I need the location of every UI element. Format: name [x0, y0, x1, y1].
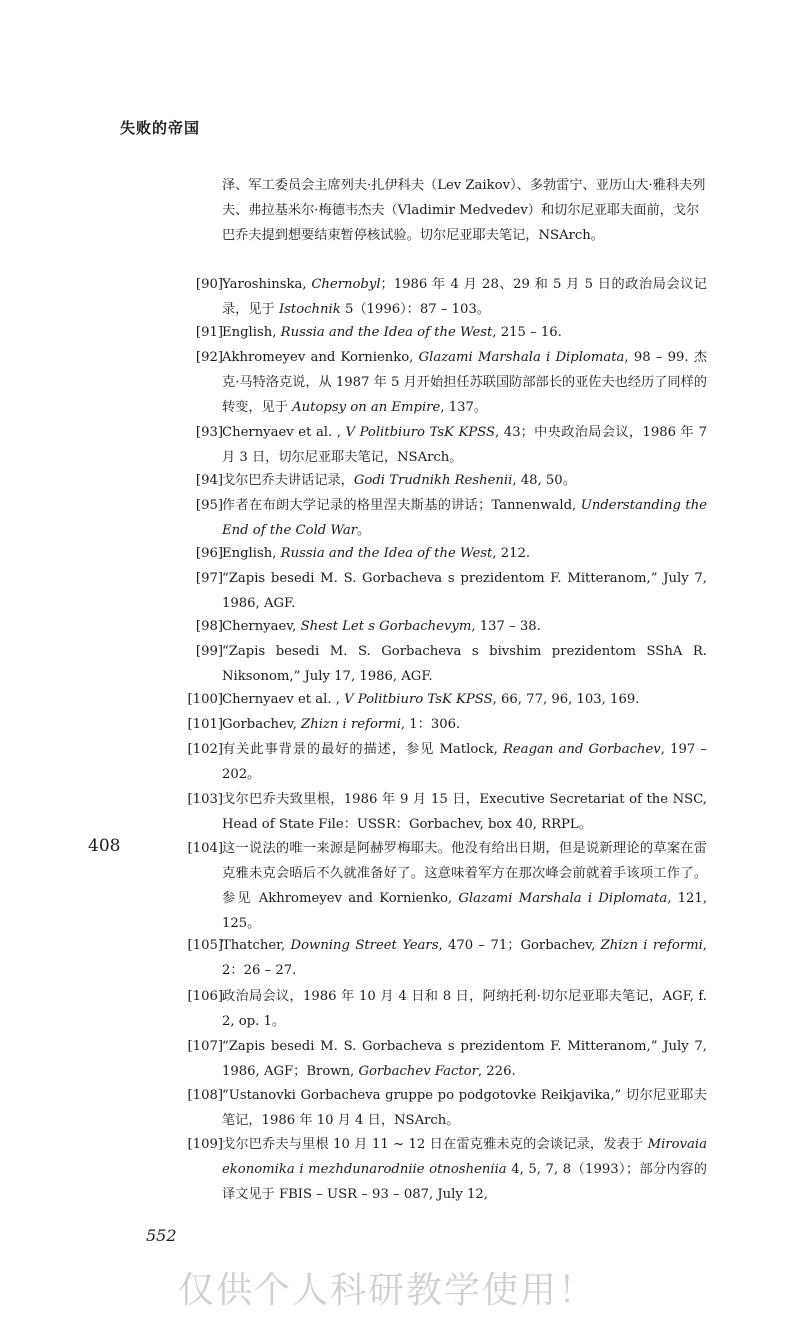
note-number: [104]: [187, 841, 223, 856]
note-number: [109]: [187, 1137, 223, 1152]
note-text: English, Russia and the Idea of the West, 212.: [222, 546, 531, 561]
page-number: 552: [146, 1226, 177, 1245]
note-number: [106]: [187, 989, 223, 1004]
note-number: [91]: [195, 325, 223, 340]
note-text: Yaroshinska, Chernobyl；1986 年 4 月 28、29 和 5 月 5 日的政治局会议记录，见于 Istochnik 5（1996）：87 – 103。: [222, 277, 707, 317]
note-text: 有关此事背景的最好的描述，参见 Matlock, Reagan and Gorbachev, 197 – 202。: [222, 742, 708, 782]
margin-page-number: 408: [88, 836, 121, 856]
note-number: [107]: [187, 1039, 223, 1054]
note-number: [95]: [195, 498, 223, 513]
note-text: 这一说法的唯一来源是阿赫罗梅耶夫。他没有给出日期，但是说新理论的草案在雷克雅未克会晤后不久就准备好了。这意味着军方在那次峰会前就着手该项工作了。参见 Akhromeyev and Kornienko, Glazami Marshala i Diplomata, 121, 125。: [222, 841, 708, 931]
note-text: “Zapis besedi M. S. Gorbacheva s prezidentom F. Mitteranom,” July 7, 1986, AGF.: [222, 571, 707, 611]
note-text: 戈尔巴乔夫与里根 10 月 11 ~ 12 日在雷克雅未克的会谈记录，发表于 Mirovaia ekonomika i mezhdunarodniie otnosheniia 4, 5, 7, 8（1993）；部分内容的译文见于 FBIS – USR – 93 – 087, July 12,: [222, 1137, 707, 1202]
note-text: “Zapis besedi M. S. Gorbacheva s prezidentom F. Mitteranom,” July 7, 1986, AGF；Brown, Gorbachev Factor, 226.: [222, 1039, 707, 1079]
running-header: 失败的帝国: [120, 119, 201, 137]
watermark: 仅供个人科研教学使用！: [178, 1270, 597, 1311]
note-text: Akhromeyev and Kornienko, Glazami Marshala i Diplomata, 98 – 99. 杰克·马特洛克说，从 1987 年 5 月开始担任苏联国防部部长的亚佐夫也经历了同样的转变，见于 Autopsy on an Empire, 137。: [222, 350, 708, 415]
note-text: 作者在布朗大学记录的格里涅夫斯基的讲话；Tannenwald, Understanding the End of the Cold War。: [222, 498, 707, 538]
note-text: Thatcher, Downing Street Years, 470 – 71；Gorbachev, Zhizn i reformi, 2：26 – 27.: [222, 938, 707, 978]
note-number: [90]: [195, 277, 223, 292]
note-text: “Zapis besedi M. S. Gorbacheva s bivshim prezidentom SShA R. Niksonom,” July 17, 1986, AGF.: [222, 644, 707, 684]
note-text: 政治局会议，1986 年 10 月 4 日和 8 日，阿纳托利·切尔尼亚耶夫笔记，AGF, f. 2, op. 1。: [222, 989, 707, 1029]
note-number: [92]: [195, 350, 223, 365]
note-text: “Ustanovki Gorbacheva gruppe po podgotovke Reikjavika,” 切尔尼亚耶夫笔记，1986 年 10 月 4 日，NSArch。: [222, 1088, 707, 1128]
note-text: Chernyaev, Shest Let s Gorbachevym, 137 – 38.: [222, 619, 541, 634]
note-number: [105]: [187, 938, 223, 953]
note-text: 戈尔巴乔夫致里根，1986 年 9 月 15 日，Executive Secretariat of the NSC, Head of State File：USSR：Gorbachev, box 40, RRPL。: [222, 792, 707, 832]
note-text: Chernyaev et al. , V Politbiuro TsK KPSS, 43；中央政治局会议，1986 年 7 月 3 日，切尔尼亚耶夫笔记，NSArch。: [222, 425, 708, 465]
note-text: Chernyaev et al. , V Politbiuro TsK KPSS, 66, 77, 96, 103, 169.: [222, 692, 640, 707]
note-number: [100]: [187, 692, 223, 707]
note-number: [103]: [187, 792, 223, 807]
note-number: [108]: [187, 1088, 223, 1103]
note-number: [102]: [187, 742, 223, 757]
note-continuation: 泽、军工委员会主席列夫·扎伊科夫（Lev Zaikov）、多勃雷宁、亚历山大·雅科夫列夫、弗拉基米尔·梅德韦杰夫（Vladimir Medvedev）和切尔尼亚耶夫面前，戈尔巴乔夫提到想要结束暂停核试验。切尔尼亚耶夫笔记，NSArch。: [222, 178, 706, 243]
note-number: [96]: [195, 546, 223, 561]
note-number: [97]: [195, 571, 223, 586]
note-number: [94]: [195, 473, 223, 488]
note-number: [98]: [195, 619, 223, 634]
note-number: [93]: [195, 425, 223, 440]
note-text: English, Russia and the Idea of the West, 215 – 16.: [222, 325, 562, 340]
note-text: 戈尔巴乔夫讲话记录，Godi Trudnikh Reshenii, 48, 50。: [222, 473, 576, 488]
note-text: Gorbachev, Zhizn i reformi, 1：306.: [222, 717, 461, 732]
note-number: [99]: [195, 644, 223, 659]
note-number: [101]: [187, 717, 223, 732]
